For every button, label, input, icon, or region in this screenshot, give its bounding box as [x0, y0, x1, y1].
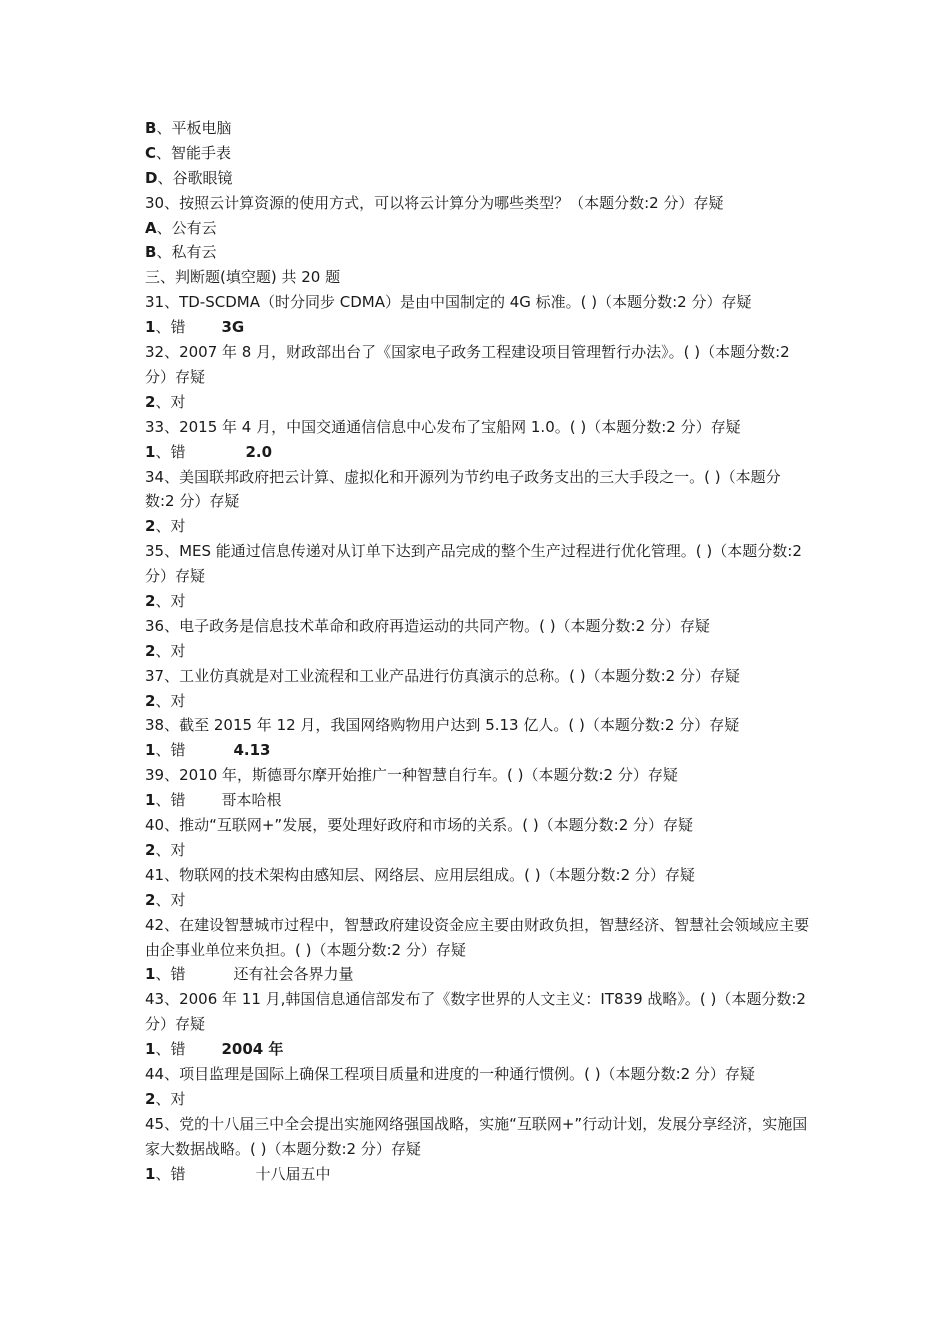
- question-41: 41、物联网的技术架构由感知层、网络层、应用层组成。( )（本题分数:2 分）存疑: [145, 865, 695, 884]
- answer-note: 哥本哈根: [221, 791, 282, 810]
- question-36: 36、电子政务是信息技术革命和政府再造运动的共同产物。( )（本题分数:2 分）存疑: [145, 616, 710, 635]
- answer-note: 还有社会各界力量: [233, 965, 354, 984]
- question-38: 38、截至 2015 年 12 月，我国网络购物用户达到 5.13 亿人。( )（本题分数:2 分）存疑: [145, 716, 740, 735]
- answer-note: 2004 年: [221, 1040, 284, 1059]
- question-33: 33、2015 年 4 月，中国交通通信信息中心发布了宝船网 1.0。( )（本题分数:2 分）存疑: [145, 417, 741, 436]
- option-line: B、私有云: [145, 243, 217, 262]
- answer-line: 1、错 2.0: [145, 442, 273, 461]
- answer-note: 十八届五中: [255, 1164, 331, 1183]
- question-32: 32、2007 年 8 月，财政部出台了《国家电子政务工程建设项目管理暂行办法》。( )（本题分数:2 分）存疑: [145, 343, 790, 386]
- answer-line: 2、对: [145, 840, 186, 859]
- answer-line: 2、对: [145, 592, 186, 611]
- option-line: C、智能手表: [145, 143, 232, 162]
- answer-note: 2.0: [245, 442, 273, 461]
- answer-line: 1、错 2004 年: [145, 1040, 284, 1059]
- question-42: 42、在建设智慧城市过程中，智慧政府建设资金应主要由财政负担，智慧经济、智慧社会领域应主要由企事业单位来负担。( )（本题分数:2 分）存疑: [145, 915, 810, 959]
- question-31: 31、TD-SCDMA（时分同步 CDMA）是由中国制定的 4G 标准。( )（本题分数:2 分）存疑: [145, 293, 752, 312]
- option-line: D、谷歌眼镜: [145, 168, 233, 187]
- answer-line: 2、对: [145, 1089, 186, 1108]
- answer-line: 1、错 十八届五中: [145, 1164, 331, 1183]
- answer-line: 1、错 还有社会各界力量: [145, 965, 354, 984]
- question-39: 39、2010 年，斯德哥尔摩开始推广一种智慧自行车。( )（本题分数:2 分）存疑: [145, 766, 678, 785]
- answer-line: 1、错 3G: [145, 318, 245, 337]
- answer-line: 2、对: [145, 517, 186, 536]
- document-body: [145, 116, 810, 1187]
- answer-line: 2、对: [145, 691, 186, 710]
- answer-line: 2、对: [145, 392, 186, 411]
- question-37: 37、工业仿真就是对工业流程和工业产品进行仿真演示的总称。( )（本题分数:2 分）存疑: [145, 666, 740, 685]
- question-44: 44、项目监理是国际上确保工程项目质量和进度的一种通行惯例。( )（本题分数:2 分）存疑: [145, 1065, 755, 1083]
- answer-note: 4.13: [233, 741, 271, 760]
- option-line: A、公有云: [145, 218, 217, 237]
- answer-line: 1、错 哥本哈根: [145, 791, 282, 810]
- answer-line: 1、错 4.13: [145, 741, 271, 760]
- question-34: 34、美国联邦政府把云计算、虚拟化和开源列为节约电子政务支出的三大手段之一。( )（本题分数:2 分）存疑: [145, 467, 781, 511]
- question-30: 30、按照云计算资源的使用方式，可以将云计算分为哪些类型？（本题分数:2 分）存疑: [145, 193, 724, 212]
- question-45: 45、党的十八届三中全会提出实施网络强国战略，实施“互联网+”行动计划，发展分享经济，实施国家大数据战略。( )（本题分数:2 分）存疑: [145, 1114, 808, 1158]
- option-line: B、平板电脑: [145, 119, 232, 137]
- answer-note: 3G: [221, 318, 245, 337]
- section-heading: 三、判断题(填空题) 共 20 题: [145, 268, 341, 287]
- answer-line: 2、对: [145, 641, 186, 660]
- question-40: 40、推动“互联网+”发展，要处理好政府和市场的关系。( )（本题分数:2 分）存疑: [145, 816, 694, 835]
- question-43: 43、2006 年 11 月,韩国信息通信部发布了《数字世界的人文主义：IT839 战略》。( )（本题分数:2 分）存疑: [145, 990, 806, 1034]
- answer-line: 2、对: [145, 890, 186, 909]
- question-35: 35、MES 能通过信息传递对从订单下达到产品完成的整个生产过程进行优化管理。( )（本题分数:2 分）存疑: [145, 542, 802, 586]
